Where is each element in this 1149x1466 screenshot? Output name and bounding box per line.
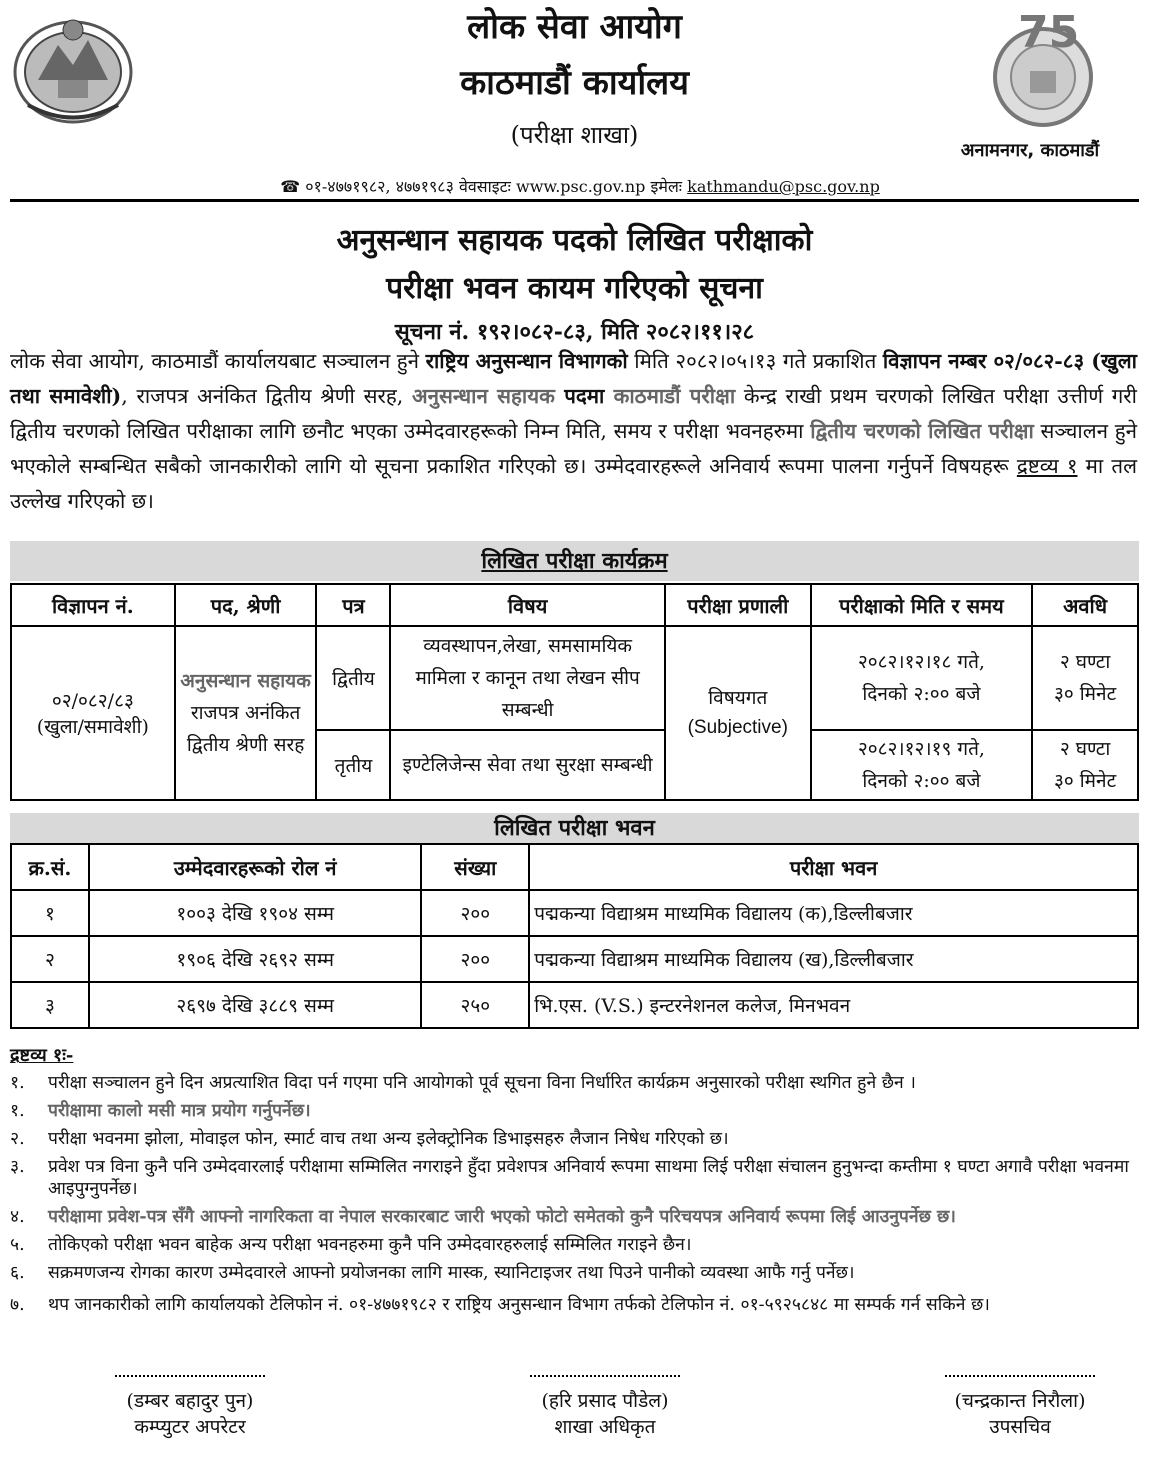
list-item: ४. परीक्षामा प्रवेश-पत्र सँगै आफ्नो नागरिकता वा नेपाल सरकारबाट जारी भएको फोटो समेतको कुनै परिचयपत्र अनिवार्य रूपमा लिई आउनुपर्नेछ छ।	[10, 1207, 956, 1227]
signature-line	[115, 1375, 265, 1377]
count-cell: २५०	[421, 982, 529, 1028]
col-header-roll: उम्मेदवारहरूको रोल नं	[89, 844, 421, 890]
signature-block-2	[495, 1375, 715, 1439]
list-item: ५. तोकिएको परीक्षा भवन बाहेक अन्य परीक्षा भवनहरुमा कुनै पनि उम्मेदवारहरुलाई सम्मिलित गराइने छैन।	[10, 1235, 692, 1255]
col-header-system: परीक्षा प्रणाली	[665, 584, 811, 626]
exam-schedule-table	[10, 583, 1139, 801]
notice-body-paragraph: लोक सेवा आयोग, काठमाडौं कार्यालयबाट सञ्चालन हुने राष्ट्रिय अनुसन्धान विभागको मिति २०८२।०५।१३ गते प्रकाशित विज्ञापन नम्बर ०२/०८२-८३ (खुला तथा समावेशी), राजपत्र अनंकित द्वितीय श्रेणी सरह, अनुसन्धान सहायक पदमा काठमाडौं परीक्षा केन्द्र राखी प्रथम चरणको लिखित परीक्षा उत्तीर्ण गरी द्वितीय चरणको लिखित परीक्षाका लागि छनौट भएका उम्मेदवारहरूको निम्न मिति, समय र परीक्षा भवनहरुमा द्वितीय चरणको लिखित परीक्षा सञ्चालन हुने भएकोले सम्बन्धित सबैको जानकारीको लागि यो सूचना प्रकाशित गरिएको छ। उम्मेदवारहरूले अनिवार्य रूपमा पालना गर्नुपर्ने विषयहरू द्रष्टव्य १ मा तल उल्लेख गरिएको छ।	[10, 349, 1138, 513]
duration-cell: २ घण्टा ३० मिनेट	[1032, 730, 1138, 800]
venue-heading: लिखित परीक्षा भवन	[10, 813, 1139, 843]
notes-list	[10, 1072, 1139, 1326]
nepal-emblem-logo	[8, 10, 138, 130]
organization-title: लोक सेवा आयोग	[467, 7, 682, 47]
roll-cell: १००३ देखि १९०४ सम्म	[89, 890, 421, 936]
col-header-datetime: परीक्षाको मिति र समय	[811, 584, 1032, 626]
signature-line	[530, 1375, 680, 1377]
col-header-sn: क्र.सं.	[11, 844, 89, 890]
list-item: ६. सक्रमणजन्य रोगका कारण उम्मेदवारले आफ्नो प्रयोजनका लागि मास्क, स्यानिटाइजर तथा पिउने पानीको व्यवस्था आफै गर्नु पर्नेछ।	[10, 1263, 855, 1283]
list-item: १. परीक्षा सञ्चालन हुने दिन अप्रत्याशित विदा पर्न गएमा पनि आयोगको पूर्व सूचना विना निर्धारित कार्यक्रम अनुसारको परीक्षा स्थगित हुने छैन ।	[10, 1073, 916, 1093]
exam-venue-table	[10, 843, 1139, 1029]
header-divider	[10, 199, 1139, 202]
table-header-row	[11, 844, 1138, 890]
hall-cell: पद्मकन्या विद्याश्रम माध्यमिक विद्यालय (क),डिल्लीबजार	[529, 890, 1138, 936]
sn-cell: १	[11, 890, 89, 936]
hall-cell: पद्मकन्या विद्याश्रम माध्यमिक विद्यालय (ख),डिल्लीबजार	[529, 936, 1138, 982]
duration-cell: २ घण्टा ३० मिनेट	[1032, 626, 1138, 730]
list-item: ३. प्रवेश पत्र विना कुनै पनि उम्मेदवारलाई परीक्षामा सम्मिलित नगराइने हुँदा प्रवेशपत्र अनिवार्य रूपमा साथमा लिई परीक्षा संचालन हुनुभन्दा कम्तीमा १ घण्टा अगावै परीक्षा भवनमा आइपुग्नुपर्नेछ।	[10, 1157, 1129, 1199]
office-address: अनामनगर, काठमाडौं	[960, 140, 1100, 161]
list-item: २. परीक्षा भवनमा झोला, मोवाइल फोन, स्मार्ट वाच तथा अन्य इलेक्ट्रोनिक डिभाइसहरु लैजान निषेध गरिएको छ।	[10, 1129, 729, 1149]
col-header-paper: पत्र	[316, 584, 390, 626]
col-header-subject: विषय	[390, 584, 664, 626]
table-row	[11, 890, 1138, 936]
system-cell: विषयगत (Subjective)	[665, 626, 811, 800]
list-item: ७. थप जानकारीको लागि कार्यालयको टेलिफोन नं. ०१-४७७१९८२ र राष्ट्रिय अनुसन्धान विभाग तर्फको टेलिफोन नं. ०१-५९२५८४८ मा सम्पर्क गर्न सकिने छ।	[10, 1295, 990, 1315]
table-header-row	[11, 584, 1138, 626]
notes-heading: द्रष्टव्य १ः-	[10, 1045, 74, 1066]
table-row	[11, 936, 1138, 982]
notice-title-line-2: परीक्षा भवन कायम गरिएको सूचना	[386, 271, 763, 306]
table-row	[11, 982, 1138, 1028]
table-row	[11, 626, 1138, 730]
hall-cell: भि.एस. (V.S.) इन्टरनेशनल कलेज, मिनभवन	[529, 982, 1138, 1028]
website-link[interactable]: www.psc.gov.np	[516, 177, 646, 196]
schedule-heading: लिखित परीक्षा कार्यक्रम	[10, 541, 1139, 581]
psc-75-years-logo	[978, 5, 1108, 133]
roll-cell: १९०६ देखि २६९२ सम्म	[89, 936, 421, 982]
notice-number: सूचना नं. १९२।०८२-८३, मिति २०८२।११।२८	[394, 319, 755, 345]
contact-line	[180, 175, 980, 197]
post-cell: अनुसन्धान सहायक राजपत्र अनंकित द्वितीय श्रेणी सरह	[175, 626, 317, 800]
subject-cell: इण्टेलिजेन्स सेवा तथा सुरक्षा सम्बन्धी	[390, 730, 664, 800]
signatory-title: उपसचिव	[989, 1416, 1051, 1438]
list-item: १. परीक्षामा कालो मसी मात्र प्रयोग गर्नुपर्नेछ।	[10, 1101, 311, 1121]
section-subtitle: (परीक्षा शाखा)	[510, 121, 639, 149]
signature-block-3	[910, 1375, 1130, 1439]
phone-numbers: ☎ ०१-४७७१९८२, ४७७१९८३	[280, 177, 454, 196]
website-label: वेवसाइटः	[459, 177, 511, 196]
roll-cell: २६९७ देखि ३८८९ सम्म	[89, 982, 421, 1028]
signatory-name: (डम्बर बहादुर पुन)	[126, 1390, 254, 1412]
sn-cell: ३	[11, 982, 89, 1028]
col-header-post: पद, श्रेणी	[175, 584, 317, 626]
signatory-name: (हरि प्रसाद पौडेल)	[541, 1390, 669, 1412]
col-header-count: संख्या	[421, 844, 529, 890]
paper-cell: द्वितीय	[316, 626, 390, 730]
signature-line	[945, 1375, 1095, 1377]
signatory-title: शाखा अधिकृत	[554, 1416, 656, 1438]
adv-no-cell: ०२/०८२/८३ (खुला/समावेशी)	[11, 626, 175, 800]
col-header-adv-no: विज्ञापन नं.	[11, 584, 175, 626]
office-title: काठमाडौं कार्यालय	[460, 63, 689, 103]
col-header-duration: अवधि	[1032, 584, 1138, 626]
notice-title-line-1: अनुसन्धान सहायक पदको लिखित परीक्षाको	[336, 223, 813, 258]
svg-text:75: 75	[1018, 7, 1080, 58]
signatory-name: (चन्द्रकान्त निरौला)	[954, 1390, 1086, 1412]
datetime-cell: २०८२।१२।१९ गते, दिनको २:०० बजे	[811, 730, 1032, 800]
email-label: इमेलः	[650, 177, 683, 196]
signatory-title: कम्प्युटर अपरेटर	[134, 1416, 246, 1438]
signature-block-1	[80, 1375, 300, 1439]
subject-cell: व्यवस्थापन,लेखा, समसामयिक मामिला र कानून तथा लेखन सीप सम्बन्धी	[390, 626, 664, 730]
sn-cell: २	[11, 936, 89, 982]
count-cell: २००	[421, 936, 529, 982]
paper-cell: तृतीय	[316, 730, 390, 800]
email-link[interactable]: kathmandu@psc.gov.np	[687, 177, 880, 196]
datetime-cell: २०८२।१२।१८ गते, दिनको २:०० बजे	[811, 626, 1032, 730]
count-cell: २००	[421, 890, 529, 936]
col-header-hall: परीक्षा भवन	[529, 844, 1138, 890]
